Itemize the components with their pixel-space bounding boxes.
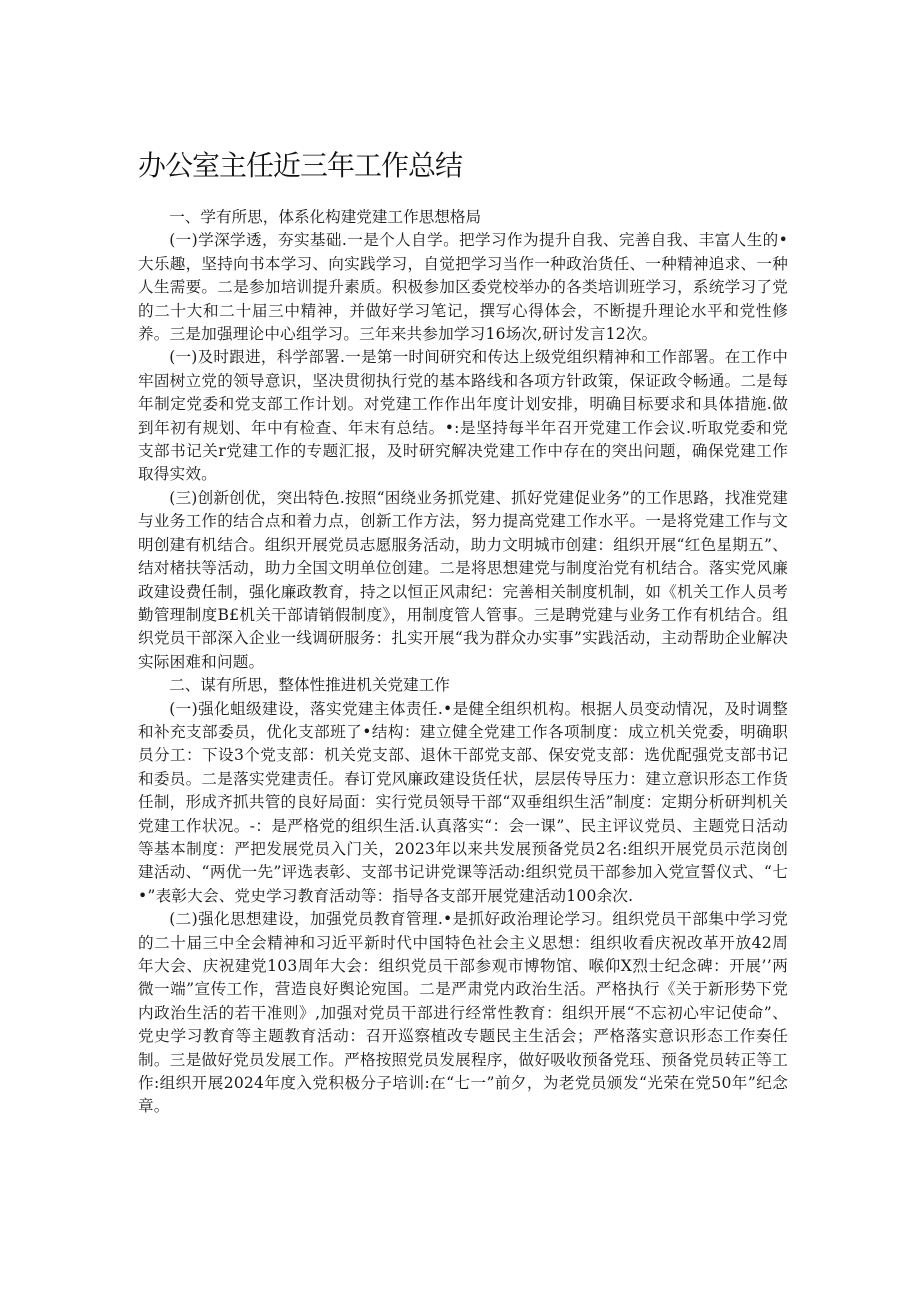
- paragraph-2-2: (二)强化思想建设，加强党员教育管理.•是抓好政治理论学习。组织党员干部集中学习党的二十届三中全会精神和习近平新时代中国特色社会主义思想：组织收看庆祝改革开放42周年大会、庆祝建党103周年大会：组织党员干部参观市博物馆、喉仰X烈士纪念碑：开展’’两微一端”宣传工作，营造良好舆论宛国。二是严肃党内政治生活。严格执行《关于新形势下党内政治生活的若干准则》,加强对党员干部进行经常性教育：组织开展“不忘初心牢记使命”、党史学习教育等主题教育活动：召开巡察植改专题民主生活会；严格落实意识形态工作奏任制。三是做好党员发展工作。严格按照党员发展程序，做好吸收预备党珏、预备党员转正等工作:组织开展2024年度入党积极分子培训:在“七一”前夕，为老党员颁发“光荣在党50年”纪念章。: [138, 910, 788, 1116]
- paragraph-2-1: (一)强化蛆级建设，落实党建主体责任.•是健全组织机构。根据人员变动情况，及时调整和补充支部委员，优化支部班了•结构：建立健全党建工作各项制度：成立机关党委，明确职员分工：下设3个党支部：机关党支部、退休干部党支部、保安党支部：选优配强党支部书记和委员。二是落实党建责任。春订党风廉政建设货任状，层层传导压力：建立意识形态工作货任制，形成齐抓共管的良好局面：实行党员领导干部“双垂组织生活”制度：定期分析研判机关党建工作状况。-：是严格党的组织生活.认真落实“：会一课”、民主评议党员、主题党日活动等基本制度：严把发展党员入门关，2023年以来共发展预备党员2名:组织开展党员示范岗创建活动、“两优一先”评选表彰、支部书记讲党课等活动:组织党员干部参加入党宣誓仪式、“七•”表彰大会、党史学习教育活动等：指导各支部开展党建活动100余次.: [138, 699, 788, 905]
- paragraph-1-2: (一)及时跟进，科学部署.一是第一时间研究和传达上级党组织精神和工作部署。在工作中牢固树立党的领导意识，坚决贯彻执行党的基本路线和各项方针政策，保证政令畅通。二是每年制定党委和党支部工作计划。对党建工作作出年度计划安排，明确目标要求和具体措施.做到年初有规划、年中有检查、年末有总结。•:是坚持每半年召开党建工作会议.听取党委和党支部书记关r党建工作的专题汇报，及时研究解决党建工作中存在的突出问题，确保党建工作取得实效。: [138, 348, 788, 484]
- section-heading-2: 二、谋有所思，整体性推进机关党建工作: [169, 676, 450, 695]
- paragraph-1-1: (一)学深学透，夯实基础.一是个人自学。把学习作为提升自我、完善自我、丰富人生的•大乐趣，坚持向书本学习、向实践学习，自觉把学习当作一种政治货任、一种精神追求、一种人生需要。二是参加培训提升素质。积极参加区委党校举办的各类培训班学习，系统学习了党的二十大和二十届三中精神，并做好学习笔记，撰写心得体会，不断提升理论水平和党性修养。三是加强理论中心组学习。三年来共参加学习16场次,研讨发言12次。: [138, 231, 788, 344]
- document-title: 办公室主任近三年工作总结: [138, 149, 463, 182]
- section-heading-1: 一、学有所思，体系化构建党建工作思想格局: [169, 208, 482, 226]
- document-page: [138, 148, 788, 1119]
- paragraph-1-3: (三)创新创优，突出特色.按照“困绕业务抓党建、抓好党建促业务”的工作思路，找准党建与业务工作的结合点和着力点，创新工作方法，努力提高党建工作水平。一是将党建工作与文明创建有机结合。组织开展党员志愿服务活动，助力文明城市创建：组织开展“红色星期五”、结对楮扶等活动，助力全国文明单位创建。二是将思想建党与制度治党有机结合。落实党风廉政建设费任制，强化廉政教育，持之以恒正风肃纪：完善相关制度机制，如《机关工作人员考勤管理制度B£机关干部请销假制度》，用制度管人管事。三是聘党建与业务工作有机结合。组织党员干部深入企业一线调研服务：扎实开展“我为群众办实事”实践活动，主动帮助企业解决实际困难和问题。: [138, 488, 788, 671]
